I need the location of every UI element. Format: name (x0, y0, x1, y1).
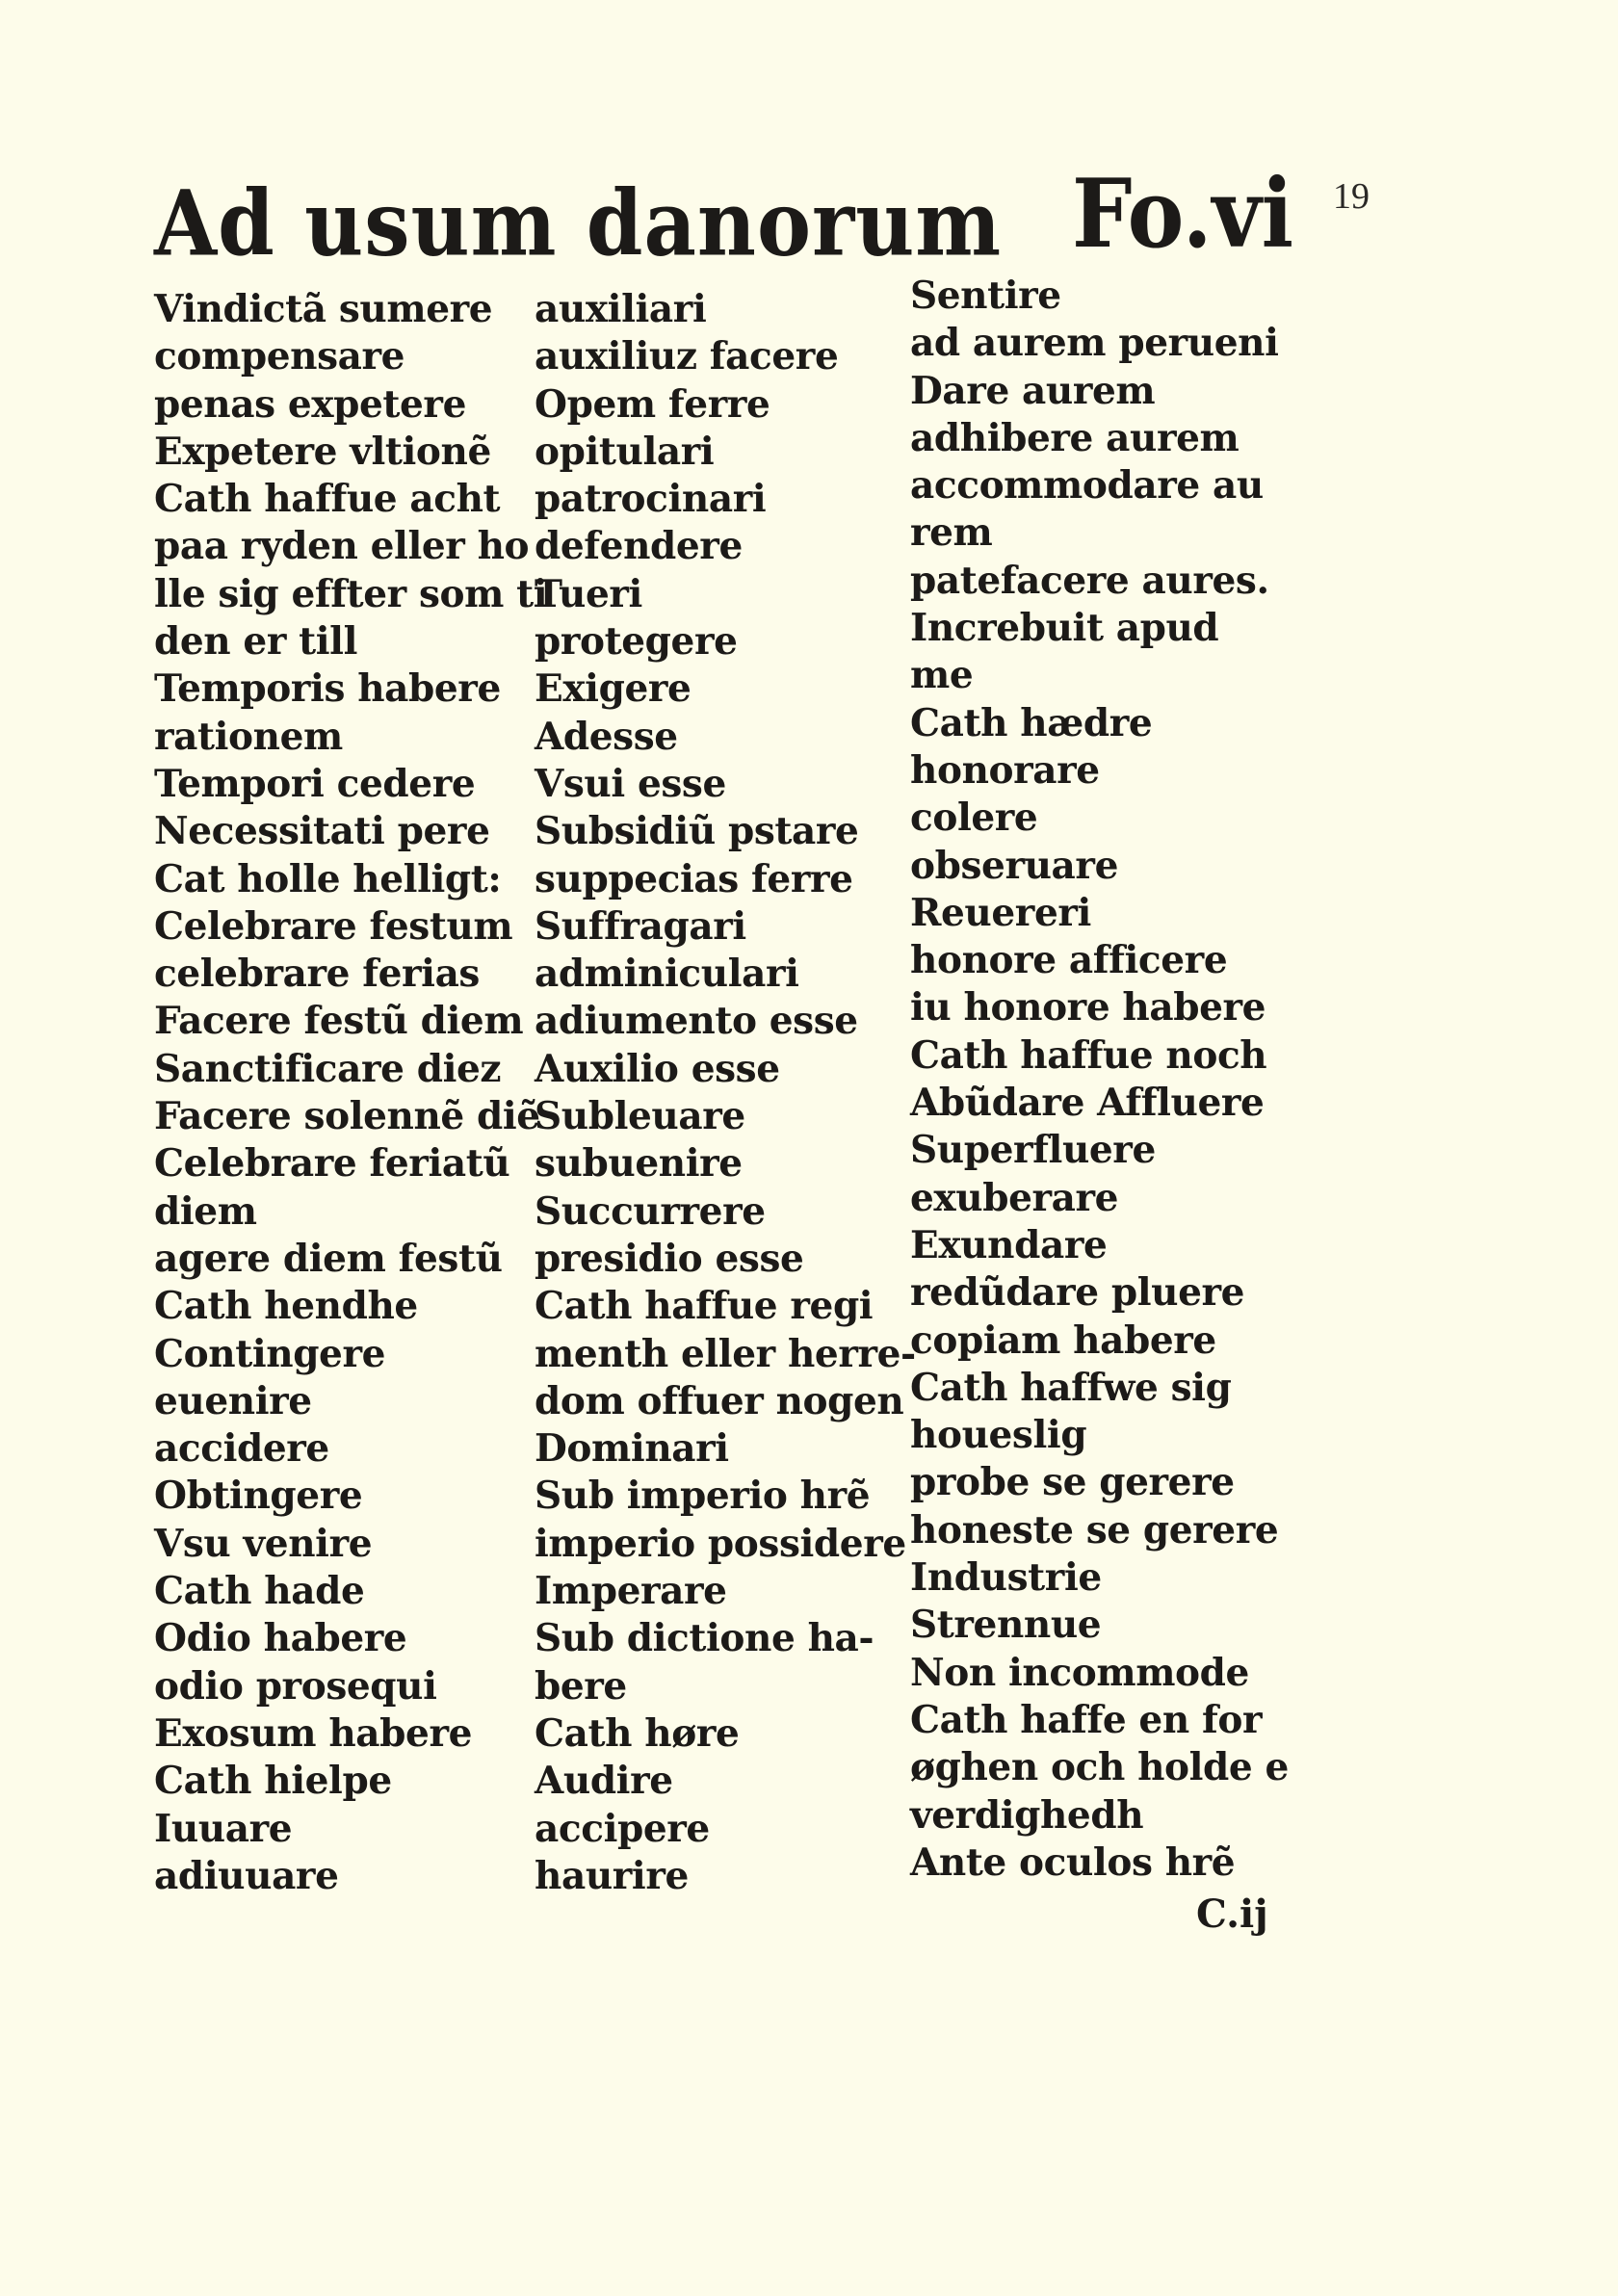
entry-line: Cat holle helligt: (154, 856, 502, 901)
entry-line: Odio habere (154, 1616, 407, 1661)
entry-line: Vsui esse (535, 761, 726, 806)
entry-line: Sub imperio hrẽ (535, 1474, 871, 1519)
entry-line: rationem (154, 714, 343, 759)
entry-line: adiumento esse (535, 999, 858, 1044)
entry-line: Ante oculos hrẽ (910, 1839, 1236, 1885)
entry-line: adiuuare (154, 1853, 339, 1898)
entry-line: Vsu venire (154, 1521, 373, 1566)
entry-line: patefacere aures. (910, 558, 1269, 603)
entry-line: me (910, 653, 974, 698)
entry-line: Cath hade (154, 1569, 365, 1614)
entry-line: Adesse (535, 714, 678, 759)
entry-line: Sub dictione ha- (535, 1616, 874, 1661)
entry-line: Tempori cedere (154, 761, 476, 806)
entry-line: accipere (535, 1806, 710, 1851)
column-middle (535, 286, 920, 1900)
entry-line: ad aurem perueni (910, 321, 1279, 366)
entry-line: accommodare au (910, 463, 1264, 509)
entry-line: lle sig effter som ti (154, 571, 548, 616)
entry-line: celebrare ferias (154, 952, 480, 997)
entry-line: bere (535, 1663, 627, 1709)
entry-line: rem (910, 510, 993, 556)
entry-line: Dominari (535, 1426, 729, 1472)
entry-line: Increbuit apud (910, 606, 1219, 651)
entry-line: Sanctificare diez (154, 1046, 502, 1091)
entry-line: Obtingere (154, 1474, 363, 1519)
entry-line: Auxilio esse (535, 1046, 780, 1091)
entry-line: adhibere aurem (910, 415, 1240, 460)
entry-line: Reuereri (910, 890, 1091, 935)
entry-line: Necessitati pere (154, 809, 490, 854)
entry-line: colere (910, 796, 1038, 841)
entry-line: diem (154, 1188, 257, 1234)
entry-line: Superfluere (910, 1128, 1156, 1173)
entry-line: agere diem festũ (154, 1236, 503, 1281)
folio-number: Fo.vi (1072, 157, 1294, 270)
entry-line: opitulari (535, 429, 715, 474)
entry-line: iu honore habere (910, 985, 1266, 1031)
entry-line: Suffragari (535, 903, 746, 949)
entry-line: honorare (910, 747, 1100, 793)
entry-line: imperio possidere (535, 1521, 906, 1566)
entry-line: Dare aurem (910, 368, 1156, 413)
entry-line: Industrie (910, 1555, 1102, 1601)
entry-line: suppecias ferre (535, 856, 853, 901)
entry-line: Cath haffue acht (154, 477, 501, 522)
entry-line: Opem ferre (535, 381, 770, 427)
entry-line: Imperare (535, 1569, 727, 1614)
entry-line: Exundare (910, 1222, 1108, 1267)
entry-line: Non incommode (910, 1650, 1249, 1695)
entry-line: Cath haffwe sig (910, 1365, 1232, 1410)
entry-line: Vindictã sumere (154, 287, 493, 331)
entry-line: Exosum habere (154, 1710, 473, 1756)
column-left (154, 286, 548, 1900)
entry-line: accidere (154, 1426, 329, 1472)
entry-line: obseruare (910, 843, 1118, 888)
entry-line: Expetere vltionẽ (154, 429, 491, 474)
entry-line: copiam habere (910, 1318, 1216, 1363)
entry-line: subuenire (535, 1141, 743, 1187)
entry-line: Subsidiũ pstare (535, 809, 859, 854)
entry-line: Celebrare festum (154, 903, 513, 949)
entry-line: odio prosequi (154, 1663, 437, 1709)
entry-line: Succurrere (535, 1188, 766, 1234)
entry-line: den er till (154, 619, 358, 665)
entry-line: houeslig (910, 1413, 1087, 1458)
entry-line: protegere (535, 619, 738, 665)
entry-line: verdighedh (910, 1792, 1144, 1838)
entry-line: compensare (154, 334, 405, 379)
entry-line: øghen och holde e (910, 1745, 1289, 1790)
entry-line: presidio esse (535, 1236, 804, 1281)
entry-line: Tueri (535, 571, 642, 616)
entry-line: Iuuare (154, 1806, 293, 1851)
entry-line: penas expetere (154, 381, 466, 427)
entry-line: adminiculari (535, 952, 799, 997)
entry-line: dom offuer nogen (535, 1378, 904, 1423)
entry-line: menth eller herre- (535, 1331, 916, 1376)
entry-line: Cath hielpe (154, 1759, 392, 1804)
running-head: Ad usum danorum (154, 170, 1003, 276)
entry-line: haurire (535, 1853, 689, 1898)
entry-line: Temporis habere (154, 666, 501, 712)
entry-line: auxiliuz facere (535, 334, 839, 379)
entry-line: Cath haffe en for (910, 1697, 1263, 1742)
entry-line: Contingere (154, 1331, 386, 1376)
column-right (910, 273, 1295, 1887)
entry-line: Cath hædre (910, 700, 1153, 745)
entry-line: Strennue (910, 1603, 1102, 1648)
entry-line: honore afficere (910, 938, 1228, 983)
entry-line: exuberare (910, 1175, 1119, 1220)
entry-line: euenire (154, 1378, 312, 1423)
entry-line: patrocinari (535, 477, 767, 522)
entry-line: Cath haffue noch (910, 1032, 1267, 1078)
entry-line: Cath hendhe (154, 1284, 418, 1329)
entry-line: defendere (535, 524, 743, 569)
entry-line: paa ryden eller ho (154, 524, 530, 569)
page-number: 19 (1333, 176, 1370, 217)
entry-line: probe se gerere (910, 1460, 1235, 1505)
entry-line: auxiliari (535, 287, 707, 331)
entry-line: honeste se gerere (910, 1507, 1279, 1552)
entry-line: redũdare pluere (910, 1270, 1245, 1316)
entry-line: Celebrare feriatũ (154, 1141, 510, 1187)
entry-line: Subleuare (535, 1094, 745, 1139)
entry-line: Cath haffue regi (535, 1284, 874, 1329)
entry-line: Sentire (910, 274, 1061, 318)
entry-line: Cath høre (535, 1710, 740, 1756)
entry-line: Exigere (535, 666, 692, 712)
entry-line: Audire (535, 1759, 673, 1804)
signature-mark: C.ij (1196, 1892, 1268, 1937)
entry-line: Facere solennẽ diẽ (154, 1094, 540, 1139)
entry-line: Facere festũ diem (154, 999, 524, 1044)
entry-line: Abũdare Affluere (910, 1081, 1265, 1126)
